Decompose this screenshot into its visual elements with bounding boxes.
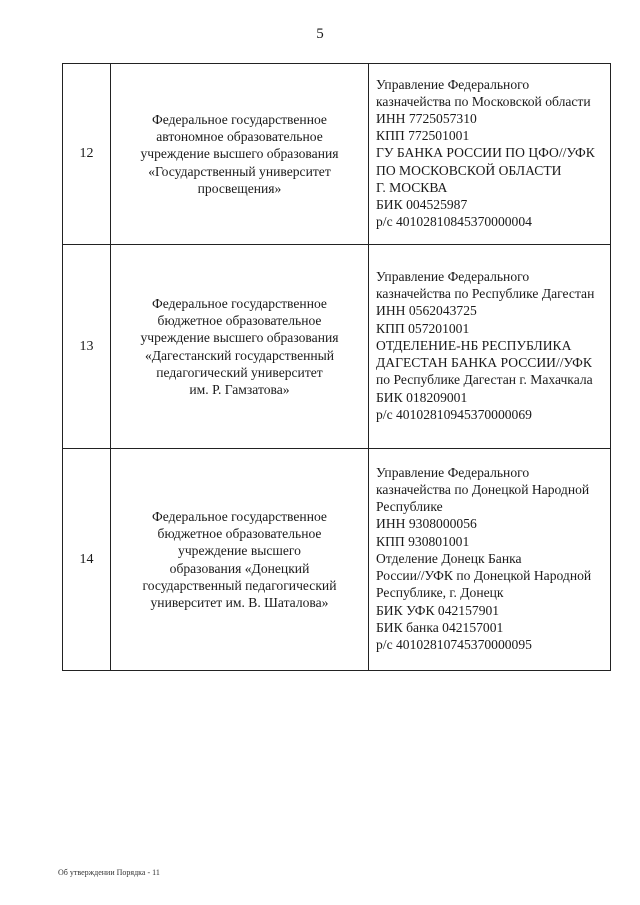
organization-cell [111,64,369,245]
bank-details-cell [369,449,611,671]
bank-detail-line: ИНН 0562043725 [376,303,477,319]
bank-detail-line: Республике [376,499,443,515]
bank-detail-line: КПП 930801001 [376,533,470,549]
bank-detail-line: Г. МОСКВА [376,179,448,195]
bank-detail-line: ГУ БАНКА РОССИИ ПО ЦФО//УФК [376,145,595,161]
organization-cell [111,245,369,449]
table-row [63,64,611,245]
organization-line: автономное образовательное [156,129,323,145]
bank-detail-line: БИК УФК 042157901 [376,602,500,618]
organization-line: учреждение высшего образования [140,146,339,162]
bank-detail-line: ИНН 7725057310 [376,110,477,126]
organization-line: Федеральное государственное [152,508,327,524]
bank-detail-line: Республике, г. Донецк [376,585,504,601]
organization-line: образования «Донецкий [169,560,310,576]
bank-detail-line: казначейства по Московской области [376,93,591,109]
bank-detail-line: р/с 40102810945370000069 [376,406,532,422]
bank-detail-line: ОТДЕЛЕНИЕ-НБ РЕСПУБЛИКА [376,337,572,353]
row-number: 13 [63,245,111,449]
organization-line: «Государственный университет [148,163,331,179]
bank-details-cell [369,245,611,449]
university-bank-details-table [62,63,611,671]
bank-detail-line: БИК 004525987 [376,197,468,212]
bank-detail-line: КПП 772501001 [376,128,470,144]
row-number: 14 [63,449,111,671]
row-number: 12 [63,64,111,245]
bank-detail-line: казначейства по Донецкой Народной [376,482,590,498]
bank-detail-line: России//УФК по Донецкой Народной [376,568,592,584]
bank-detail-line: ПО МОСКОВСКОЙ ОБЛАСТИ [376,162,562,178]
organization-line: просвещения» [197,180,282,196]
organization-line: государственный педагогический [142,577,337,593]
organization-line: бюджетное образовательное [157,526,322,542]
organization-line: педагогический университет [156,364,323,380]
bank-detail-line: р/с 40102810845370000004 [376,214,532,230]
table-row [63,245,611,449]
organization-line: «Дагестанский государственный [144,347,335,363]
document-footer: Об утверждении Порядка - 11 [58,868,160,877]
organization-line: Федеральное государственное [152,111,327,127]
organization-line: учреждение высшего образования [140,330,339,346]
organization-line: им. Р. Гамзатова» [189,381,290,397]
bank-detail-line: Управление Федерального [376,464,530,480]
bank-detail-line: Управление Федерального [376,76,530,92]
bank-detail-line: по Республике Дагестан г. Махачкала [376,372,593,388]
bank-detail-line: ИНН 9308000056 [376,516,477,532]
bank-detail-line: КПП 057201001 [376,320,470,336]
organization-line: бюджетное образовательное [157,313,322,329]
bank-detail-line: ДАГЕСТАН БАНКА РОССИИ//УФК [376,355,592,371]
organization-cell [111,449,369,671]
bank-detail-line: БИК 018209001 [376,389,468,405]
organization-line: университет им. В. Шаталова» [150,594,329,610]
bank-detail-line: Управление Федерального [376,269,530,285]
organization-line: учреждение высшего [178,543,301,559]
table-row [63,449,611,671]
bank-detail-line: казначейства по Республике Дагестан [376,286,595,302]
page-number: 5 [316,26,324,42]
bank-detail-line: р/с 40102810745370000095 [376,636,532,652]
organization-line: Федеральное государственное [152,295,327,311]
bank-detail-line: БИК банка 042157001 [376,619,504,635]
bank-details-cell [369,64,611,245]
bank-detail-line: Отделение Донецк Банка [376,550,522,566]
